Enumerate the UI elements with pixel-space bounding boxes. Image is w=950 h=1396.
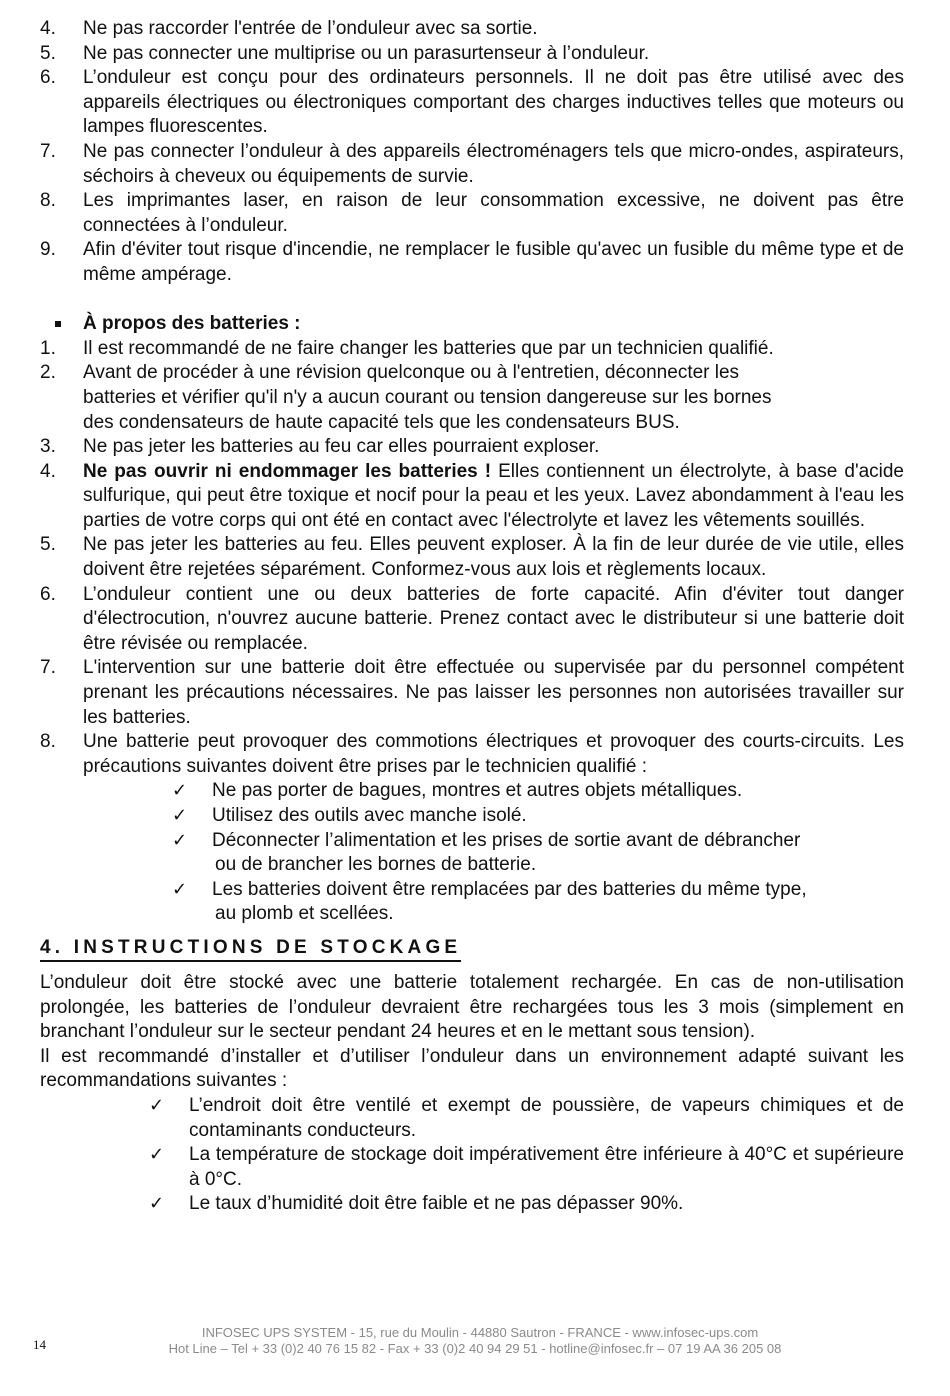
list-item (40, 460, 904, 534)
list-item (40, 337, 904, 362)
item-number: 7. (40, 140, 56, 162)
item-number: 1. (40, 337, 56, 359)
item-number: 6. (40, 583, 56, 605)
checklist-text (212, 829, 904, 878)
checklist-text-line: ou de brancher les bornes de batterie. (215, 854, 537, 876)
item-number: 6. (40, 67, 56, 89)
item-text-rest: Elles contiennent un électrolyte, à base d'acide sulfurique, qui peut être toxique et nocif pour la peau et les yeux. Lavez abondamment à l'eau les parties de votre corps qui ont été en contact avec l'électrolyte et lavez les vêtements souillés. (83, 460, 904, 531)
checklist-item (170, 829, 904, 878)
item-number: 9. (40, 239, 56, 261)
item-number: 8. (40, 731, 56, 753)
checkmark-icon: ✓ (172, 805, 188, 826)
item-number: 5. (40, 534, 56, 556)
checklist-text-line: Les batteries doivent être remplacées par des batteries du même type, (212, 878, 807, 900)
checklist-item (170, 878, 904, 927)
checkmark-icon: ✓ (172, 878, 188, 900)
footer-address: INFOSEC UPS SYSTEM - 15, rue du Moulin - 44880 Sautron - FRANCE - www.infosec-ups.com (201, 1325, 759, 1340)
checkmark-icon: ✓ (172, 780, 188, 802)
batteries-heading (40, 312, 904, 337)
list-item (40, 238, 904, 287)
item-text: L'intervention sur une batterie doit être effectuée ou supervisée par du personnel compétent prenant les précautions nécessaires. Ne pas laisser les personnes non autorisées travailler sur les batteries. (83, 657, 904, 728)
checklist-text: Utilisez des outils avec manche isolé. (212, 805, 527, 826)
item-text: L’onduleur contient une ou deux batteries de forte capacité. Afin d'éviter tout danger d'électrocution, n'ouvrez aucune batterie. Prenez contact avec le distributeur si une batterie doit être révisée ou remplacée. (83, 583, 904, 654)
item-text: Une batterie peut provoquer des commotions électriques et provoquer des courts-circuits. Les précautions suivantes doivent être prises par le technicien qualifié : (83, 731, 904, 777)
checklist-text: La température de stockage doit impérativement être inférieure à 40°C et supérieure à 0°C. (189, 1144, 904, 1190)
page-footer (0, 1325, 950, 1357)
storage-checklist (147, 1094, 904, 1217)
list-item (40, 42, 904, 67)
section-title: 4. INSTRUCTIONS DE STOCKAGE (40, 937, 461, 962)
item-text: Ne pas connecter une multiprise ou un parasurtenseur à l’onduleur. (83, 42, 650, 64)
list-item (40, 66, 904, 140)
checklist-text-line: Déconnecter l’alimentation et les prises de sortie avant de débrancher (212, 829, 801, 851)
checkmark-icon: ✓ (149, 1193, 165, 1215)
item-text: Ne pas connecter l’onduleur à des appareils électroménagers tels que micro-ondes, aspirateurs, séchoirs à cheveux ou équipements de survie. (83, 140, 904, 187)
item-text (83, 460, 904, 534)
item-text-line: des condensateurs de haute capacité tels que les condensateurs BUS. (83, 411, 680, 433)
item-text: Ne pas raccorder l'entrée de l’onduleur avec sa sortie. (83, 18, 538, 39)
checklist-text: Le taux d’humidité doit être faible et ne pas dépasser 90%. (189, 1193, 684, 1215)
item-text: Ne pas jeter les batteries au feu car elles pourraient exploser. (83, 436, 600, 458)
list-item (40, 435, 904, 460)
item-text-line: batteries et vérifier qu'il n'y a aucun courant ou tension dangereuse sur les bornes (83, 386, 772, 408)
checklist-item (147, 1094, 904, 1143)
list-item (40, 730, 904, 779)
item-text: Ne pas jeter les batteries au feu. Elles peuvent exploser. À la fin de leur durée de vie utile, elles doivent être rejetées séparément. Conformez-vous aux lois et règlements locaux. (83, 534, 904, 581)
checklist-text: Ne pas porter de bagues, montres et autres objets métalliques. (212, 780, 743, 802)
item-text: Les imprimantes laser, en raison de leur consommation excessive, ne doivent pas être connectées à l’onduleur. (83, 190, 904, 236)
item-number: 4. (40, 18, 56, 39)
batteries-heading-text: À propos des batteries : (83, 313, 301, 335)
item-text-line: Avant de procéder à une révision quelconque ou à l'entretien, déconnecter les (83, 362, 740, 384)
item-number: 3. (40, 436, 56, 458)
checklist-text-line: au plomb et scellées. (215, 903, 394, 925)
warning-bold-text: Ne pas ouvrir ni endommager les batteries ! (83, 460, 492, 482)
checklist-item (170, 779, 904, 804)
checkmark-icon: ✓ (149, 1144, 165, 1166)
item-text: L’onduleur est conçu pour des ordinateurs personnels. Il ne doit pas être utilisé avec des appareils électriques ou électroniques comportant des charges inductives telles que moteurs ou lampes fluorescentes. (83, 67, 904, 138)
spacer (40, 288, 904, 313)
checklist-item (147, 1143, 904, 1192)
item-text: Afin d'éviter tout risque d'incendie, ne remplacer le fusible qu'avec un fusible du même type et de même ampérage. (83, 239, 904, 285)
checklist-text (212, 878, 904, 927)
list-item (40, 656, 904, 730)
checklist-item (147, 1192, 904, 1217)
page-number: 14 (33, 1337, 46, 1352)
item-text: Il est recommandé de ne faire changer les batteries que par un technicien qualifié. (83, 337, 774, 359)
list-item (40, 583, 904, 657)
list-item (40, 189, 904, 238)
item-number: 4. (40, 460, 56, 482)
list-item (40, 533, 904, 582)
paragraph: Il est recommandé d’installer et d’utiliser l’onduleur dans un environnement adapté suivant les recommandations suivantes : (40, 1045, 904, 1092)
page-content (40, 17, 904, 1217)
square-bullet-icon (40, 312, 83, 337)
precautions-checklist (170, 779, 904, 927)
item-number: 8. (40, 190, 56, 212)
checkmark-icon: ✓ (149, 1094, 165, 1116)
item-number: 2. (40, 362, 56, 384)
item-number: 7. (40, 657, 56, 679)
list-item (40, 140, 904, 189)
checklist-item (170, 804, 904, 829)
paragraph: L’onduleur doit être stocké avec une batterie totalement rechargée. En cas de non-utilisation prolongée, les batteries de l’onduleur devraient être rechargées tous les 3 mois (simplement en branchant l’onduleur sur le secteur pendant 24 heures et en le mettant sous tension). (40, 971, 904, 1043)
item-number: 5. (40, 42, 56, 64)
list-item (40, 17, 904, 42)
checkmark-icon: ✓ (172, 829, 188, 851)
footer-contact: Hot Line – Tel + 33 (0)2 40 76 15 82 - Fax + 33 (0)2 40 94 29 51 - hotline@infosec.fr – 07 19 AA 36 205 08 (168, 1341, 782, 1356)
item-text (83, 361, 904, 435)
list-item (40, 361, 904, 435)
checklist-text: L’endroit doit être ventilé et exempt de poussière, de vapeurs chimiques et de contaminants conducteurs. (189, 1094, 904, 1141)
